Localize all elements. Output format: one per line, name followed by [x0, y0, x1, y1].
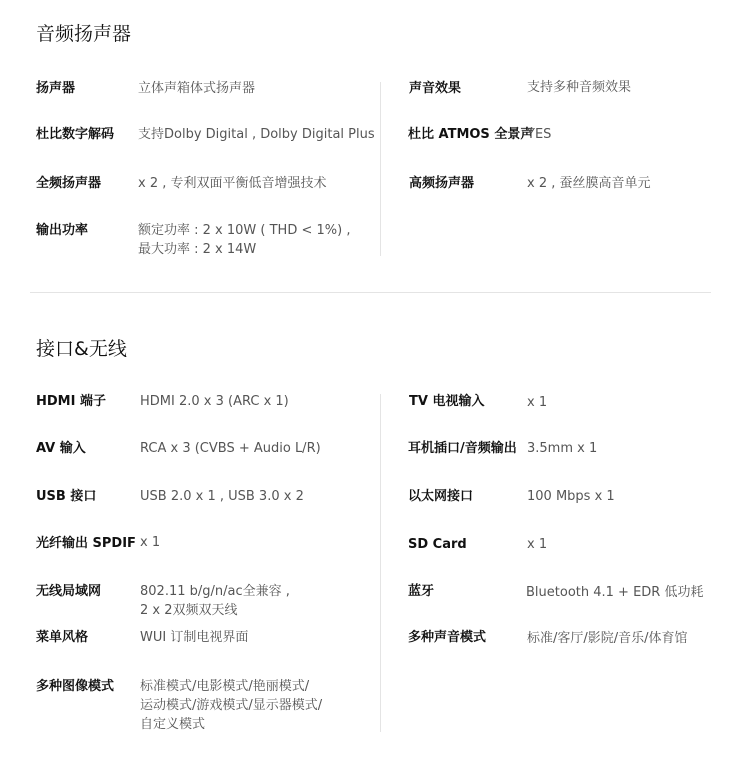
spec-value: 支持多种音频效果: [527, 80, 632, 95]
spec-label: 无线局域网: [36, 584, 102, 599]
section-title-audio: 音频扬声器: [36, 23, 132, 45]
spec-label: 多种图像模式: [36, 679, 115, 694]
spec-value: x 2 , 蚕丝膜高音单元: [527, 176, 651, 191]
spec-value: x 1: [527, 537, 548, 552]
spec-label: SD Card: [408, 537, 467, 552]
spec-label: 多种声音模式: [408, 630, 487, 645]
column-divider: [380, 394, 381, 732]
spec-value: x 1: [140, 535, 161, 550]
spec-value: WUI 订制电视界面: [140, 630, 249, 645]
spec-value: x 1: [527, 395, 548, 410]
spec-label: 扬声器: [36, 81, 76, 96]
spec-label: 杜比 ATMOS 全景声: [408, 127, 534, 142]
spec-label: 杜比数字解码: [36, 127, 115, 142]
section-divider: [30, 292, 711, 293]
spec-label: USB 接口: [36, 489, 97, 504]
spec-value: 额定功率 : 2 x 10W ( THD < 1%) , 最大功率 : 2 x 14W: [138, 223, 351, 257]
spec-label: TV 电视输入: [409, 394, 485, 409]
spec-value: 支持Dolby Digital , Dolby Digital Plus: [138, 127, 375, 142]
spec-value: 3.5mm x 1: [527, 441, 598, 456]
spec-value: 立体声箱体式扬声器: [138, 81, 256, 96]
spec-label: 全频扬声器: [36, 176, 102, 191]
spec-value: HDMI 2.0 x 3 (ARC x 1): [140, 394, 289, 409]
spec-value: 标准模式/电影模式/艳丽模式/ 运动模式/游戏模式/显示器模式/ 自定义模式: [140, 679, 323, 732]
spec-value: 100 Mbps x 1: [527, 489, 615, 504]
spec-value: 802.11 b/g/n/ac全兼容 , 2 x 2双频双天线: [140, 584, 290, 618]
spec-label: 声音效果: [409, 81, 462, 96]
spec-label: 耳机插口/音频输出: [408, 441, 517, 456]
spec-value: Bluetooth 4.1 + EDR 低功耗: [526, 585, 704, 600]
spec-label: 菜单风格: [36, 630, 89, 645]
spec-value: 标准/客厅/影院/音乐/体育馆: [527, 631, 688, 646]
spec-value: RCA x 3 (CVBS + Audio L/R): [140, 441, 321, 456]
spec-label: 以太网接口: [408, 489, 474, 504]
spec-value: USB 2.0 x 1 , USB 3.0 x 2: [140, 489, 304, 504]
section-title-ports: 接口&无线: [36, 338, 127, 360]
spec-label: AV 输入: [36, 441, 86, 456]
spec-label: HDMI 端子: [36, 394, 106, 409]
spec-label: 高频扬声器: [409, 176, 475, 191]
spec-value: x 2 , 专利双面平衡低音增强技术: [138, 176, 327, 191]
spec-label: 光纤输出 SPDIF: [36, 536, 136, 551]
column-divider: [380, 82, 381, 256]
spec-label: 蓝牙: [408, 584, 435, 599]
spec-value: YES: [527, 127, 552, 142]
spec-label: 输出功率: [36, 223, 89, 238]
